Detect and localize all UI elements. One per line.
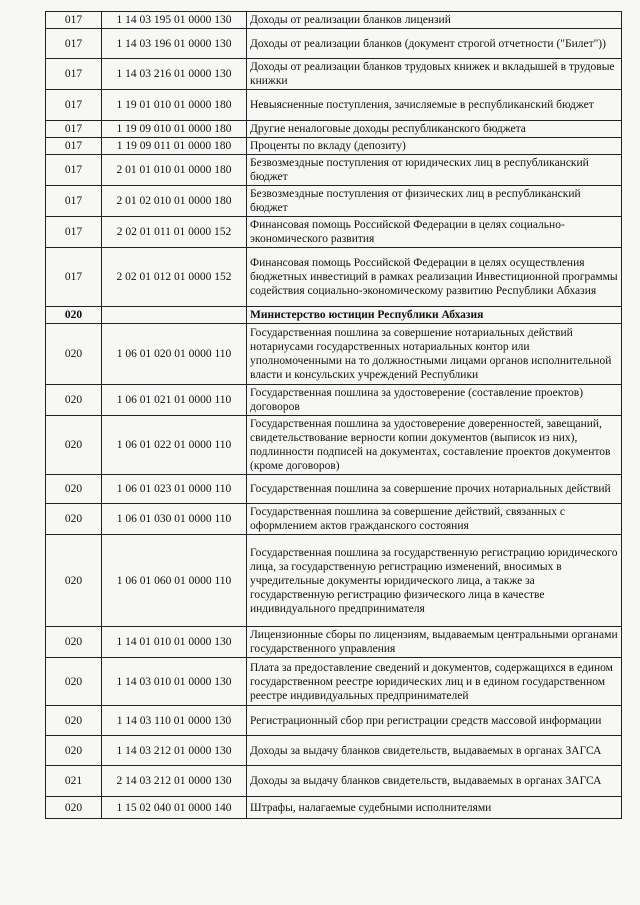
admin-code-cell: 020 bbox=[46, 627, 102, 658]
table-row bbox=[46, 29, 622, 59]
admin-code-cell: 017 bbox=[46, 59, 102, 90]
budget-code-cell bbox=[102, 307, 247, 324]
table-row bbox=[46, 797, 622, 819]
table-body bbox=[46, 12, 622, 819]
description-cell: Плата за предоставление сведений и документов, содержащихся в едином государственном реестре юридических лиц и в едином государственном реестре индивидуальных предпринимателей bbox=[247, 658, 622, 706]
admin-code-cell: 017 bbox=[46, 121, 102, 138]
budget-code-cell: 1 06 01 020 01 0000 110 bbox=[102, 324, 247, 385]
table-row bbox=[46, 121, 622, 138]
admin-code-cell: 020 bbox=[46, 658, 102, 706]
description-cell: Государственная пошлина за совершение прочих нотариальных действий bbox=[247, 475, 622, 504]
budget-code-cell: 1 14 03 212 01 0000 130 bbox=[102, 736, 247, 766]
table-row bbox=[46, 248, 622, 307]
budget-code-cell: 1 19 09 010 01 0000 180 bbox=[102, 121, 247, 138]
admin-code-cell: 021 bbox=[46, 766, 102, 797]
description-cell: Штрафы, налагаемые судебными исполнителями bbox=[247, 797, 622, 819]
description-cell: Государственная пошлина за совершение действий, связанных с оформлением актов гражданского состояния bbox=[247, 504, 622, 535]
budget-code-cell: 1 14 03 195 01 0000 130 bbox=[102, 12, 247, 29]
admin-code-cell: 017 bbox=[46, 90, 102, 121]
admin-code-cell: 020 bbox=[46, 324, 102, 385]
budget-code-cell: 1 19 09 011 01 0000 180 bbox=[102, 138, 247, 155]
budget-code-cell: 1 06 01 021 01 0000 110 bbox=[102, 385, 247, 416]
budget-code-cell: 2 02 01 011 01 0000 152 bbox=[102, 217, 247, 248]
description-cell: Лицензионные сборы по лицензиям, выдаваемым центральными органами государственного управления bbox=[247, 627, 622, 658]
budget-code-cell: 1 15 02 040 01 0000 140 bbox=[102, 797, 247, 819]
budget-code-cell: 1 14 03 196 01 0000 130 bbox=[102, 29, 247, 59]
table-row bbox=[46, 324, 622, 385]
admin-code-cell: 017 bbox=[46, 155, 102, 186]
description-cell: Государственная пошлина за государственную регистрацию юридического лица, за государственную регистрацию изменений, вносимых в учредительные документы юридического лица, а также за государственную регистрацию физического лица в качестве индивидуального предпринимателя bbox=[247, 535, 622, 627]
description-cell: Государственная пошлина за совершение нотариальных действий нотариусами государственных нотариальных контор или уполномоченными на то должностными лицами органов исполнительной власти и консульских учреждений Республики bbox=[247, 324, 622, 385]
budget-code-cell: 1 06 01 022 01 0000 110 bbox=[102, 416, 247, 475]
budget-classification-table bbox=[45, 11, 622, 819]
table-row bbox=[46, 59, 622, 90]
table-row bbox=[46, 90, 622, 121]
table-row bbox=[46, 155, 622, 186]
table-row bbox=[46, 658, 622, 706]
budget-code-cell: 2 01 02 010 01 0000 180 bbox=[102, 186, 247, 217]
admin-code-cell: 017 bbox=[46, 248, 102, 307]
table-row bbox=[46, 766, 622, 797]
table-row bbox=[46, 138, 622, 155]
description-cell: Другие неналоговые доходы республиканского бюджета bbox=[247, 121, 622, 138]
budget-code-cell: 1 06 01 023 01 0000 110 bbox=[102, 475, 247, 504]
admin-code-cell: 017 bbox=[46, 217, 102, 248]
table-row bbox=[46, 186, 622, 217]
description-cell: Государственная пошлина за удостоверение доверенностей, завещаний, свидетельствование верности копии документов (выписок из них), подлинности подписей на документах, составление проектов документов (кроме договоров) bbox=[247, 416, 622, 475]
admin-code-cell: 017 bbox=[46, 12, 102, 29]
table-row bbox=[46, 12, 622, 29]
description-cell: Невыясненные поступления, зачисляемые в республиканский бюджет bbox=[247, 90, 622, 121]
budget-code-cell: 2 02 01 012 01 0000 152 bbox=[102, 248, 247, 307]
admin-code-cell: 020 bbox=[46, 797, 102, 819]
admin-code-cell: 017 bbox=[46, 138, 102, 155]
description-cell: Безвозмездные поступления от юридических лиц в республиканский бюджет bbox=[247, 155, 622, 186]
admin-code-cell: 020 bbox=[46, 535, 102, 627]
description-cell: Государственная пошлина за удостоверение (составление проектов) договоров bbox=[247, 385, 622, 416]
table-row bbox=[46, 475, 622, 504]
description-cell: Доходы от реализации бланков лицензий bbox=[247, 12, 622, 29]
admin-code-cell: 020 bbox=[46, 416, 102, 475]
budget-code-cell: 1 06 01 060 01 0000 110 bbox=[102, 535, 247, 627]
description-cell: Доходы от реализации бланков трудовых книжек и вкладышей в трудовые книжки bbox=[247, 59, 622, 90]
budget-code-cell: 2 01 01 010 01 0000 180 bbox=[102, 155, 247, 186]
description-cell: Финансовая помощь Российской Федерации в целях социально-экономического развития bbox=[247, 217, 622, 248]
admin-code-cell: 020 bbox=[46, 736, 102, 766]
section-header-row bbox=[46, 307, 622, 324]
table-row bbox=[46, 535, 622, 627]
admin-code-cell: 020 bbox=[46, 475, 102, 504]
budget-code-cell: 1 14 03 010 01 0000 130 bbox=[102, 658, 247, 706]
budget-code-cell: 1 19 01 010 01 0000 180 bbox=[102, 90, 247, 121]
table-row bbox=[46, 504, 622, 535]
table-row bbox=[46, 217, 622, 248]
description-cell: Доходы от реализации бланков (документ строгой отчетности ("Билет")) bbox=[247, 29, 622, 59]
budget-code-cell: 2 14 03 212 01 0000 130 bbox=[102, 766, 247, 797]
table-row bbox=[46, 416, 622, 475]
description-cell: Доходы за выдачу бланков свидетельств, выдаваемых в органах ЗАГСА bbox=[247, 766, 622, 797]
admin-code-cell: 020 bbox=[46, 385, 102, 416]
budget-code-cell: 1 06 01 030 01 0000 110 bbox=[102, 504, 247, 535]
admin-code-cell: 017 bbox=[46, 29, 102, 59]
budget-code-cell: 1 14 01 010 01 0000 130 bbox=[102, 627, 247, 658]
admin-code-cell: 020 bbox=[46, 706, 102, 736]
admin-code-cell: 020 bbox=[46, 504, 102, 535]
description-cell: Регистрационный сбор при регистрации средств массовой информации bbox=[247, 706, 622, 736]
description-cell: Безвозмездные поступления от физических лиц в республиканский бюджет bbox=[247, 186, 622, 217]
table-row bbox=[46, 706, 622, 736]
admin-code-cell: 017 bbox=[46, 186, 102, 217]
table-row bbox=[46, 736, 622, 766]
description-cell: Доходы за выдачу бланков свидетельств, выдаваемых в органах ЗАГСА bbox=[247, 736, 622, 766]
budget-code-cell: 1 14 03 110 01 0000 130 bbox=[102, 706, 247, 736]
table-row bbox=[46, 627, 622, 658]
description-cell: Финансовая помощь Российской Федерации в целях осуществления бюджетных инвестиций в рамках реализации Инвестиционной программы содействия социально-экономическому развитию Республики Абхазия bbox=[247, 248, 622, 307]
description-cell: Министерство юстиции Республики Абхазия bbox=[247, 307, 622, 324]
table-row bbox=[46, 385, 622, 416]
description-cell: Проценты по вкладу (депозиту) bbox=[247, 138, 622, 155]
admin-code-cell: 020 bbox=[46, 307, 102, 324]
budget-code-cell: 1 14 03 216 01 0000 130 bbox=[102, 59, 247, 90]
